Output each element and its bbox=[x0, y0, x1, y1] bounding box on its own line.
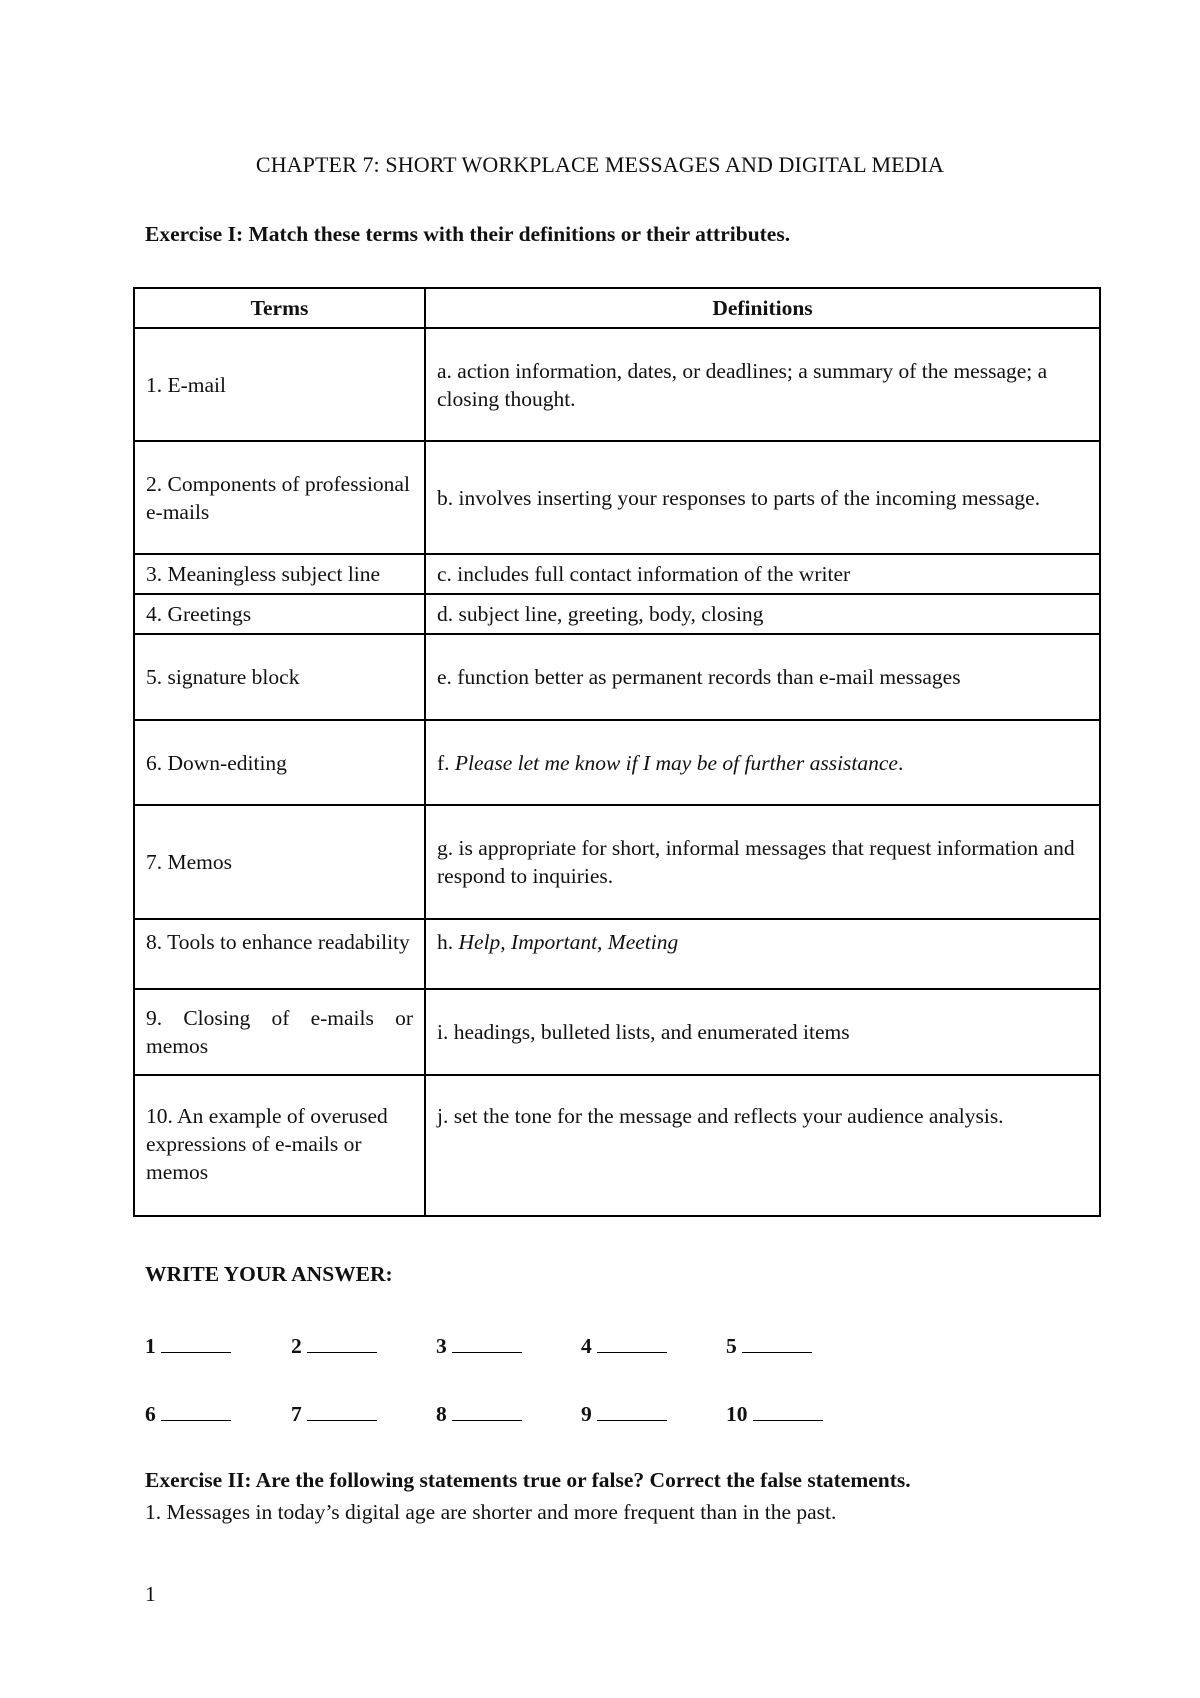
table-header-row bbox=[134, 288, 1100, 328]
definition-cell: d. subject line, greeting, body, closing bbox=[425, 594, 1100, 634]
answer-blank[interactable] bbox=[307, 1400, 377, 1421]
answer-number: 3 bbox=[436, 1334, 447, 1358]
answer-blank[interactable] bbox=[753, 1400, 823, 1421]
answer-slot[interactable] bbox=[726, 1400, 823, 1427]
answer-number: 5 bbox=[726, 1334, 737, 1358]
term-cell: 2. Components of professional e-mails bbox=[134, 441, 425, 554]
answer-blank[interactable] bbox=[161, 1332, 231, 1353]
answer-number: 1 bbox=[145, 1334, 156, 1358]
term-line: memos bbox=[146, 1034, 209, 1058]
answer-blank[interactable] bbox=[452, 1332, 522, 1353]
answer-slot[interactable] bbox=[145, 1400, 231, 1427]
page-title: CHAPTER 7: SHORT WORKPLACE MESSAGES AND DIGITAL MEDIA bbox=[255, 152, 945, 177]
answer-number: 9 bbox=[581, 1402, 592, 1426]
term-cell: 1. E-mail bbox=[134, 328, 425, 441]
exercise-1-heading: Exercise I: Match these terms with their definitions or their attributes. bbox=[145, 222, 791, 246]
answer-number: 8 bbox=[436, 1402, 447, 1426]
answer-blank[interactable] bbox=[452, 1400, 522, 1421]
definition-cell: g. is appropriate for short, informal messages that request information and respond to inquiries. bbox=[425, 805, 1100, 919]
term-cell: 10. An example of overused expressions of e-mails or memos bbox=[134, 1075, 425, 1216]
table-row bbox=[134, 919, 1100, 989]
term-cell bbox=[134, 989, 425, 1075]
answer-blank[interactable] bbox=[597, 1400, 667, 1421]
write-answer-heading: WRITE YOUR ANSWER: bbox=[145, 1262, 393, 1286]
term-cell: 7. Memos bbox=[134, 805, 425, 919]
answer-slot[interactable] bbox=[145, 1332, 231, 1359]
exercise-2-heading: Exercise II: Are the following statements true or false? Correct the false statements. bbox=[145, 1468, 911, 1492]
definition-prefix: f. bbox=[437, 750, 455, 775]
term-cell: 3. Meaningless subject line bbox=[134, 554, 425, 594]
answer-number: 4 bbox=[581, 1334, 592, 1358]
term-cell: 5. signature block bbox=[134, 634, 425, 720]
answer-slot[interactable] bbox=[436, 1400, 522, 1427]
definition-italic-text: Please let me know if I may be of further assistance bbox=[454, 750, 898, 775]
definition-cell bbox=[425, 720, 1100, 805]
answer-number: 2 bbox=[291, 1334, 302, 1358]
answer-blank[interactable] bbox=[597, 1332, 667, 1353]
definition-cell: c. includes full contact information of the writer bbox=[425, 554, 1100, 594]
definition-cell: j. set the tone for the message and reflects your audience analysis. bbox=[425, 1075, 1100, 1216]
answer-slot[interactable] bbox=[726, 1332, 812, 1359]
definition-italic-text: Help, Important, Meeting bbox=[458, 930, 679, 954]
table-row bbox=[134, 989, 1100, 1075]
matching-table bbox=[133, 287, 1101, 1217]
table-row bbox=[134, 720, 1100, 805]
term-line: 9. Closing of e-mails or bbox=[146, 1006, 413, 1030]
definition-suffix: . bbox=[897, 750, 904, 775]
answer-slot[interactable] bbox=[291, 1400, 377, 1427]
answer-slot[interactable] bbox=[291, 1332, 377, 1359]
answer-number: 7 bbox=[291, 1402, 302, 1426]
table-row bbox=[134, 805, 1100, 919]
definitions-column-header: Definitions bbox=[425, 288, 1100, 328]
answer-number: 10 bbox=[726, 1402, 748, 1426]
answer-blank[interactable] bbox=[307, 1332, 377, 1353]
table-row bbox=[134, 1075, 1100, 1216]
table-row bbox=[134, 594, 1100, 634]
table-row bbox=[134, 634, 1100, 720]
statement-item: 1. Messages in today’s digital age are shorter and more frequent than in the past. bbox=[145, 1500, 837, 1524]
terms-column-header: Terms bbox=[134, 288, 425, 328]
term-cell: 4. Greetings bbox=[134, 594, 425, 634]
answer-number: 6 bbox=[145, 1402, 156, 1426]
definition-cell: e. function better as permanent records than e-mail messages bbox=[425, 634, 1100, 720]
table-row bbox=[134, 441, 1100, 554]
definition-cell: b. involves inserting your responses to parts of the incoming message. bbox=[425, 441, 1100, 554]
term-cell: 8. Tools to enhance readability bbox=[134, 919, 425, 989]
definition-cell bbox=[425, 919, 1100, 989]
answer-slot[interactable] bbox=[436, 1332, 522, 1359]
definition-prefix: h. bbox=[437, 930, 459, 954]
answer-slot[interactable] bbox=[581, 1332, 667, 1359]
table-row bbox=[134, 328, 1100, 441]
definition-cell: i. headings, bulleted lists, and enumerated items bbox=[425, 989, 1100, 1075]
page-number: 1 bbox=[145, 1582, 156, 1606]
answer-blank[interactable] bbox=[161, 1400, 231, 1421]
table-row bbox=[134, 554, 1100, 594]
term-cell: 6. Down-editing bbox=[134, 720, 425, 805]
answer-blank[interactable] bbox=[742, 1332, 812, 1353]
definition-cell: a. action information, dates, or deadlines; a summary of the message; a closing thought. bbox=[425, 328, 1100, 441]
answer-slot[interactable] bbox=[581, 1400, 667, 1427]
